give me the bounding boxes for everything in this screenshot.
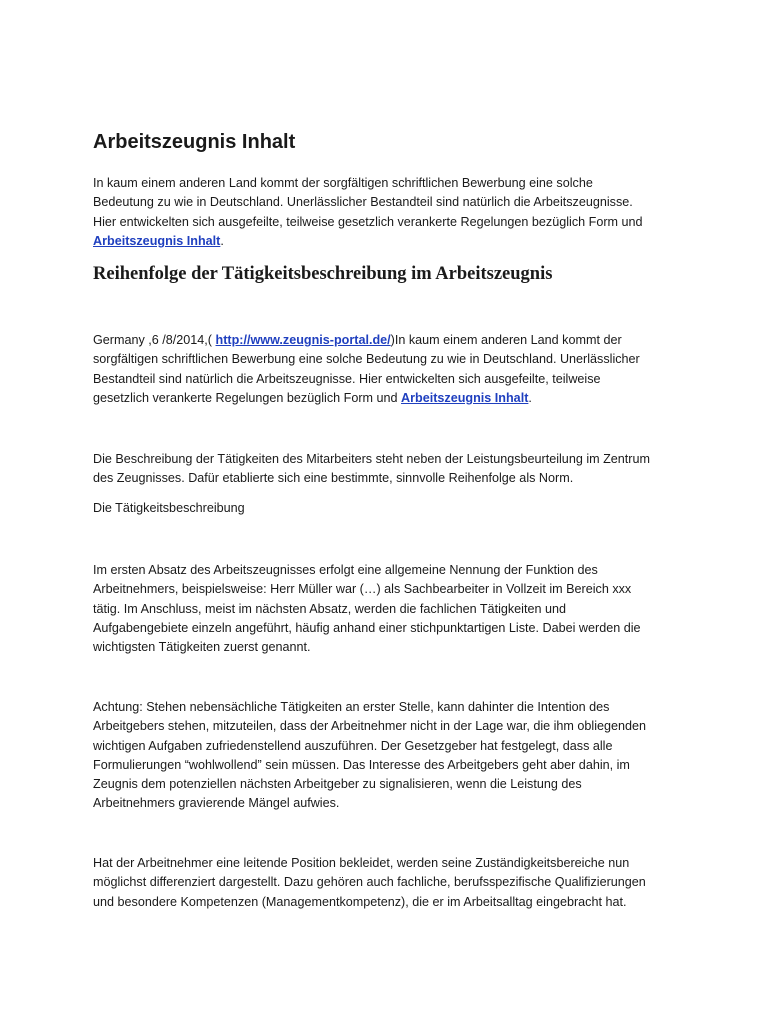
description-line: Die Beschreibung der Tätigkeiten des Mitarbeiters steht neben der Leistungsbeurteilung im Zentrum <box>93 452 650 466</box>
warning-line: Arbeitgebers stehen, mitzuteilen, dass der Arbeitnehmer nicht in der Lage war, die ihm obliegenden <box>93 719 647 734</box>
leading-position-paragraph <box>93 854 678 912</box>
press-line: Bestandteil sind natürlich die Arbeitszeugnisse. Hier entwickelten sich ausgefeilte, teilweise <box>93 371 601 386</box>
leading-line: und besondere Kompetenzen (Managementkompetenz), die er im Arbeitsalltag eingebracht hat. <box>93 894 627 909</box>
press-line: sorgfältigen schriftlichen Bewerbung eine solche Bedeutung zu wie in Deutschland. Unerlässlicher <box>93 352 640 367</box>
press-paragraph <box>93 331 678 408</box>
leading-line: Hat der Arbeitnehmer eine leitende Position bekleidet, werden seine Zuständigkeitsbereiche nun <box>93 856 630 870</box>
description-paragraph <box>93 450 678 489</box>
press-line <box>93 331 678 350</box>
intro-line-last <box>93 232 678 251</box>
press-line-last <box>93 389 678 408</box>
intro-paragraph <box>93 174 678 251</box>
description-line: des Zeugnisses. Dafür etablierte sich eine bestimmte, sinnvolle Reihenfolge als Norm. <box>93 471 574 486</box>
intro-line: Bedeutung zu wie in Deutschland. Unerlässlicher Bestandteil sind natürlich die Arbeitszeugnisse. <box>93 195 633 210</box>
activity-label-text: Die Tätigkeitsbeschreibung <box>93 501 245 515</box>
first-paragraph-line: wichtigsten Tätigkeiten zuerst genannt. <box>93 640 311 655</box>
press-prefix: Germany ,6 /8/2014,( <box>93 333 216 347</box>
press-line1-rest: )In kaum einem anderen Land kommt der <box>390 333 622 347</box>
zeugnis-portal-link[interactable]: http://www.zeugnis-portal.de/ <box>215 333 391 347</box>
first-paragraph-line: tätig. Im Anschluss, meist im nächsten Absatz, werden die fachlichen Tätigkeiten und <box>93 601 566 616</box>
warning-line: Achtung: Stehen nebensächliche Tätigkeiten an erster Stelle, kann dahinter die Intention des <box>93 700 610 714</box>
activity-label <box>93 499 678 518</box>
leading-line: möglichst differenziert dargestellt. Dazu gehören auch fachliche, berufsspezifische Qualifizierungen <box>93 875 646 890</box>
first-paragraph <box>93 561 678 657</box>
first-paragraph-line: Aufgabengebiete einzeln angeführt, häufig anhand einer stichpunktartigen Liste. Dabei werden die <box>93 620 641 635</box>
press-last-text: gesetzlich verankerte Regelungen bezüglich Form und <box>93 390 402 405</box>
intro-line: In kaum einem anderen Land kommt der sorgfältigen schriftlichen Bewerbung eine solche <box>93 176 593 190</box>
warning-line: Formulierungen “wohlwollend” sein müssen. Das Interesse des Arbeitgebers geht aber dahin, im <box>93 757 630 772</box>
arbeitszeugnis-inhalt-link[interactable]: Arbeitszeugnis Inhalt <box>93 233 221 248</box>
intro-line: Hier entwickelten sich ausgefeilte, teilweise gesetzlich verankerte Regelungen bezüglich Form und <box>93 214 643 229</box>
intro-end: . <box>220 233 224 248</box>
first-paragraph-line: Arbeitnehmers, beispielsweise: Herr Müller war (…) als Sachbearbeiter in Vollzeit im Bereich xxx <box>93 582 632 597</box>
section-heading: Reihenfolge der Tätigkeitsbeschreibung im Arbeitszeugnis <box>93 264 553 284</box>
arbeitszeugnis-inhalt-link[interactable]: Arbeitszeugnis Inhalt <box>401 390 529 405</box>
warning-line: Zeugnis dem potenziellen nächsten Arbeitgeber zu signalisieren, wenn die Leistung des <box>93 777 582 792</box>
warning-paragraph <box>93 698 678 814</box>
first-paragraph-line: Im ersten Absatz des Arbeitszeugnisses erfolgt eine allgemeine Nennung der Funktion des <box>93 563 598 577</box>
warning-line: Arbeitnehmers gravierende Mängel aufwies. <box>93 796 340 811</box>
document-title: Arbeitszeugnis Inhalt <box>93 131 296 153</box>
warning-line: wichtigen Aufgaben zufriedenstellend auszuführen. Der Gesetzgeber hat festgelegt, dass alle <box>93 738 613 753</box>
press-end: . <box>528 390 532 405</box>
